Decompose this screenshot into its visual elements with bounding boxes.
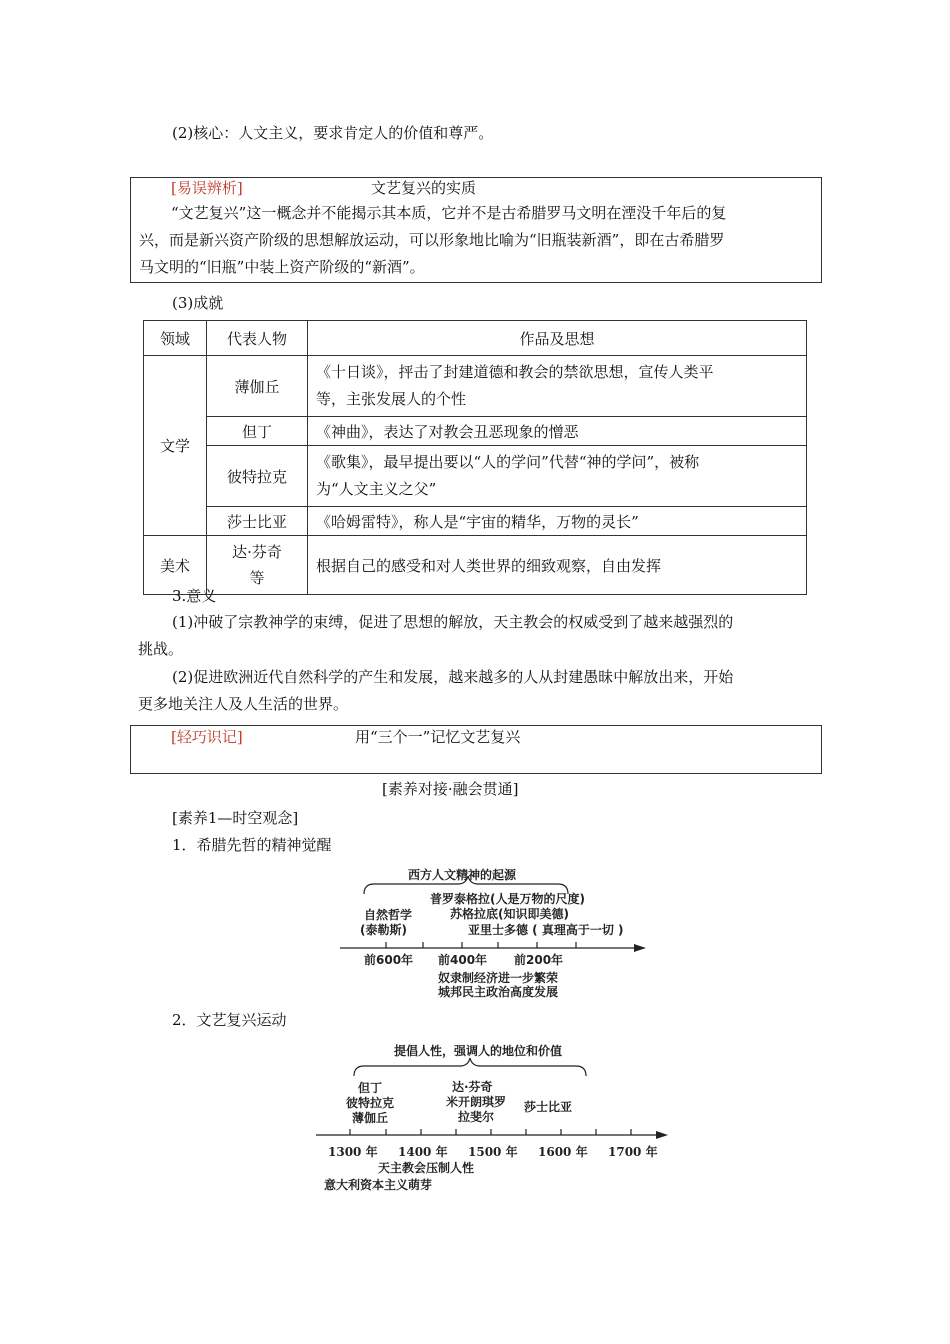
tick-label: 1700 年 [608, 1145, 658, 1159]
tick-label: 前600年 [364, 953, 414, 967]
natural-philosophy-label: 自然哲学 [364, 908, 413, 922]
core-paragraph: (2)核心：人文主义，要求肯定人的价值和尊严。 [172, 124, 494, 142]
table-row [144, 536, 807, 595]
slavery-label: 奴隶制经济进一步繁荣 [438, 971, 559, 985]
shakespeare-label: 莎士比亚 [524, 1100, 573, 1114]
greek-brace-label: 西方人文精神的起源 [408, 868, 517, 882]
item-2-heading: 2．文艺复兴运动 [172, 1011, 287, 1029]
tick-label: 前200年 [514, 953, 564, 967]
misread-title: 文艺复兴的实质 [371, 179, 477, 197]
significance-p1-line2: 挑战。 [138, 640, 184, 658]
work-line: 《十日谈》，抨击了封建道德和教会的禁欲思想，宣传人类平 [316, 363, 714, 381]
aristotle-label: 亚里士多德 ( 真理高于一切 ) [468, 923, 624, 937]
significance-p2-line1: (2)促进欧洲近代自然科学的产生和发展，越来越多的人从封建愚昧中解放出来，开始 [172, 668, 734, 686]
person-line: 等 [249, 569, 265, 587]
davinci-label: 达·芬奇 [452, 1080, 493, 1094]
person-cell: 薄伽丘 [207, 356, 308, 417]
significance-heading: 3.意义 [172, 587, 217, 605]
renaissance-brace-label: 提倡人性，强调人的地位和价值 [394, 1044, 563, 1058]
work-line: 《歌集》，最早提出要以“人的学问”代替“神的学问”，被称 [316, 453, 700, 471]
table-row [144, 356, 807, 417]
protagoras-label: 普罗泰格拉(人是万物的尺度) [430, 892, 585, 906]
person-cell: 彼特拉克 [207, 446, 308, 507]
header-person: 代表人物 [207, 321, 308, 356]
literature-cell: 文学 [144, 356, 207, 536]
achievements-table [143, 320, 807, 595]
capitalism-label: 意大利资本主义萌芽 [324, 1178, 433, 1192]
section-sub: [素养1—时空观念] [172, 809, 299, 827]
work-cell: 《神曲》，表达了对教会丑恶现象的憎恶 [308, 417, 807, 446]
democracy-label: 城邦民主政治高度发展 [438, 985, 559, 999]
table-header-row [144, 321, 807, 356]
tick-label: 前400年 [438, 953, 488, 967]
misread-line-3: 马文明的“旧瓶”中装上资产阶级的“新酒”。 [139, 258, 425, 276]
misread-tag: [易误辨析] [171, 179, 243, 197]
misread-line-2: 兴，而是新兴资产阶级的思想解放运动，可以形象地比喻为“旧瓶装新酒”，即在古希腊罗 [139, 231, 725, 249]
work-cell [308, 356, 807, 417]
tick-label: 1500 年 [468, 1145, 518, 1159]
tick-label: 1300 年 [328, 1145, 378, 1159]
significance-p2-line2: 更多地关注人及人生活的世界。 [138, 695, 349, 713]
work-cell: 《哈姆雷特》，称人是“宇宙的精华，万物的灵长” [308, 507, 807, 536]
person-cell: 但丁 [207, 417, 308, 446]
section-title: [素养对接·融会贯通] [382, 780, 519, 798]
work-line: 为“人文主义之父” [316, 480, 437, 498]
raphael-label: 拉斐尔 [458, 1110, 495, 1124]
tick-label: 1600 年 [538, 1145, 588, 1159]
achievements-heading: (3)成就 [172, 294, 224, 312]
petrarch-label: 彼特拉克 [346, 1096, 395, 1110]
boccaccio-label: 薄伽丘 [352, 1111, 389, 1125]
timeline-greek [330, 860, 660, 1000]
memory-title: 用“三个一”记忆文艺复兴 [355, 728, 521, 746]
work-cell: 根据自己的感受和对人类世界的细致观察，自由发挥 [308, 536, 807, 595]
timeline-renaissance [310, 1036, 680, 1196]
thales-label: (泰勒斯) [360, 923, 407, 937]
dante-label: 但丁 [358, 1081, 383, 1095]
memory-tag: [轻巧识记] [171, 728, 243, 746]
person-cell: 莎士比亚 [207, 507, 308, 536]
significance-p1-line1: (1)冲破了宗教神学的束缚，促进了思想的解放，天主教会的权威受到了越来越强烈的 [172, 613, 734, 631]
memory-box [130, 725, 822, 774]
michelangelo-label: 米开朗琪罗 [446, 1095, 507, 1109]
work-line: 等，主张发展人的个性 [316, 390, 467, 408]
misread-line-1: “文艺复兴”这一概念并不能揭示其本质，它并不是古希腊罗马文明在湮没千年后的复 [171, 204, 727, 222]
header-work: 作品及思想 [308, 321, 807, 356]
item-1-heading: 1．希腊先哲的精神觉醒 [172, 836, 332, 854]
person-line: 达·芬奇 [232, 543, 282, 561]
person-cell [207, 536, 308, 595]
header-field: 领域 [144, 321, 207, 356]
table-row [144, 507, 807, 536]
work-cell [308, 446, 807, 507]
church-label: 天主教会压制人性 [378, 1161, 475, 1175]
table-row [144, 446, 807, 507]
tick-label: 1400 年 [398, 1145, 448, 1159]
art-cell: 美术 [144, 536, 207, 595]
misread-box [130, 177, 822, 283]
table-row [144, 417, 807, 446]
socrates-label: 苏格拉底(知识即美德) [450, 907, 569, 921]
